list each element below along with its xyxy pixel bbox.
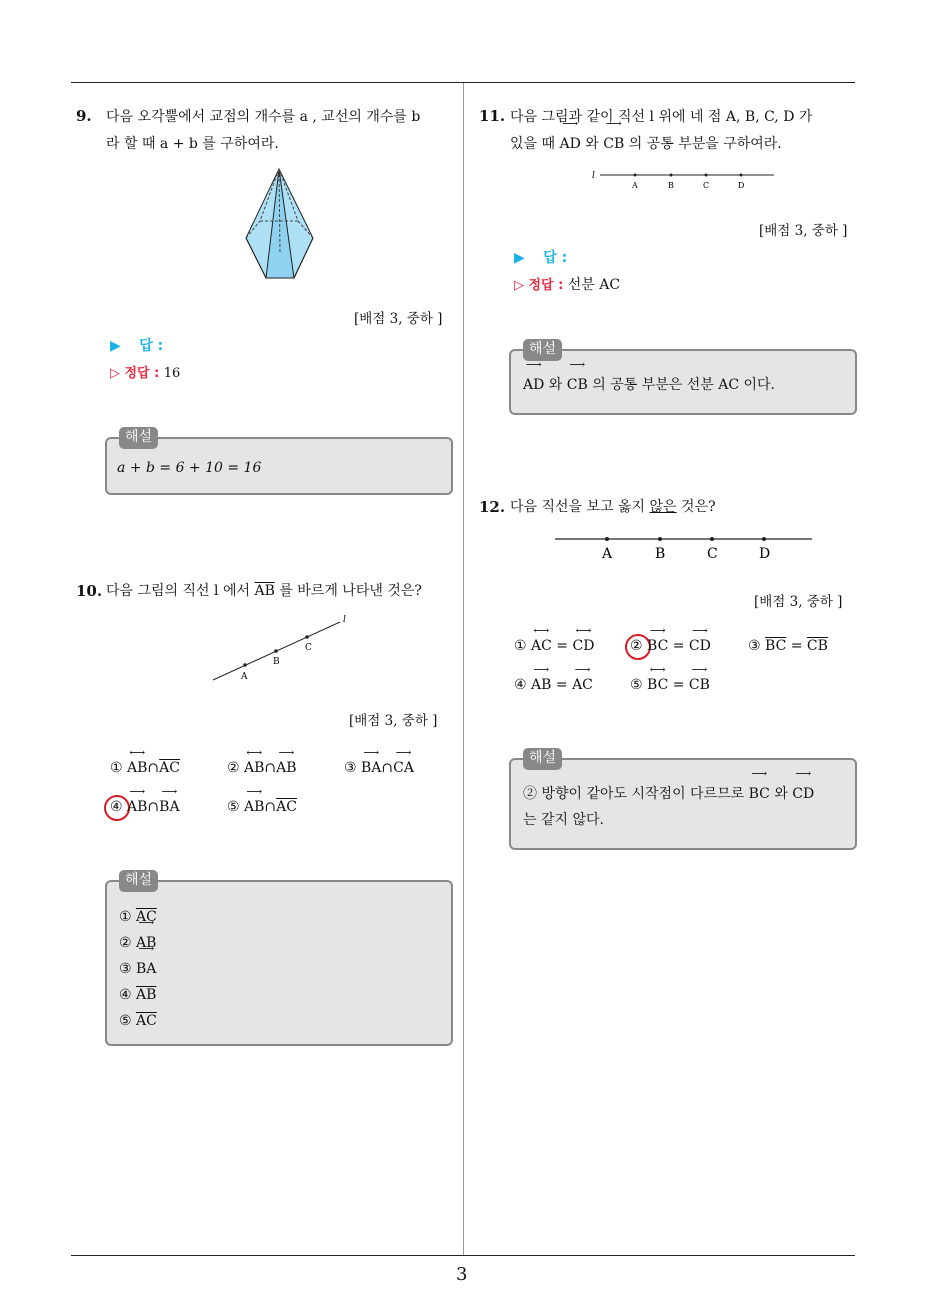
q12-explanation-text: ② 방향이 같아도 시작점이 다르므로 ⟶ BC 와 ⟶ CD 는 같지 않다.: [523, 781, 814, 833]
q10-option-2[interactable]: ② ⟷ AB∩⟶ AB: [227, 760, 297, 776]
q12-fig-label-a: A: [602, 546, 613, 562]
q9-correct-label: 정답 :: [124, 366, 160, 381]
q11-text-line2: 있을 때 ⟶ AD 와 ⟶ CB 의 공통 부분을 구하여라.: [510, 131, 782, 158]
q10-fig-label-b: B: [273, 657, 280, 667]
bottom-rule: [71, 1255, 855, 1256]
q12-line-figure: [550, 530, 820, 564]
q10-fig-label-a: A: [241, 672, 248, 682]
q9-text-line2: 라 할 때 a + b 를 구하여라.: [106, 136, 279, 152]
q11-text-line1: 다음 그림과 같이 직선 l 위에 네 점 A, B, C, D 가: [510, 109, 813, 125]
q10-text-segment: $\overline{AB}$: [254, 583, 275, 599]
q12-score: [배점 3, 중하 ]: [754, 594, 843, 610]
q11-answer-row: [514, 247, 567, 267]
outline-triangle-icon: ▷: [514, 278, 524, 293]
q9-text-line1: 다음 오각뿔에서 교점의 개수를 a , 교선의 개수를 b: [106, 109, 421, 125]
q9-correct-row: [110, 362, 180, 381]
q10-explanation-title: 해설: [119, 870, 158, 892]
q10-option-4[interactable]: ④ ⟶ AB∩⟶ BA: [110, 799, 180, 815]
q10-explanation-text: ① $\overline{AC}$ ② ⟶ AB ③ ⟶ BA ④ $\overline{AB}$ ⑤ $\overline{AC}$: [119, 904, 157, 1034]
q11-line-figure: [590, 166, 780, 192]
q12-option-2[interactable]: ② ⟶ BC = ⟶ CD: [630, 638, 711, 654]
q10-text-a: 다음 그림의 직선 l 에서: [106, 583, 250, 599]
q12-option-1[interactable]: ① ⟷ AC = ⟷ CD: [514, 638, 594, 654]
page-number: 3: [456, 1264, 468, 1285]
q11-fig-label-c: C: [703, 181, 710, 190]
q9-answer-label: 답 :: [139, 338, 164, 354]
column-divider: [463, 83, 464, 1256]
q10-explanation-box: [105, 872, 453, 1046]
q10-fig-label-l: l: [343, 615, 346, 625]
q9-answer-row: [110, 335, 163, 355]
q11-fig-label-b: B: [668, 181, 674, 190]
q10-line-figure: [205, 612, 355, 684]
play-triangle-icon: ▶: [110, 338, 121, 354]
q11-correct-value: 선분 AC: [567, 277, 621, 293]
q11-fig-label-a: A: [632, 181, 638, 190]
q11-explanation-title: 해설: [523, 339, 562, 361]
q12-explanation-box: [509, 750, 857, 850]
q11-number: 11.: [479, 107, 506, 125]
q10-option-1[interactable]: ① ⟷ $AB\cap\overline{AC}$: [110, 760, 180, 776]
q12-fig-label-c: C: [707, 546, 718, 562]
q12-fig-label-d: D: [759, 546, 771, 562]
q11-score: [배점 3, 중하 ]: [759, 223, 848, 239]
q12-option-3[interactable]: ③ $\overline{BC} = \overline{CB}$: [748, 638, 828, 654]
q9-score: [배점 3, 중하 ]: [354, 311, 443, 327]
q10-text-b: 를 바르게 나타낸 것은?: [279, 583, 422, 599]
outline-triangle-icon: ▷: [110, 366, 120, 381]
q10-fig-label-c: C: [305, 643, 312, 653]
q12-number: 12.: [479, 498, 506, 516]
q9-explanation-title: 해설: [119, 427, 158, 449]
q11-fig-label-l: l: [592, 171, 595, 181]
q11-explanation-box: [509, 341, 857, 415]
q11-correct-label: 정답 :: [528, 278, 564, 293]
q12-text: 다음 직선을 보고 옳지 않은 것은?: [510, 499, 716, 515]
q10-score: [배점 3, 중하 ]: [349, 713, 438, 729]
q11-fig-label-d: D: [738, 181, 745, 190]
q12-explanation-title: 해설: [523, 748, 562, 770]
q9-explanation-box: [105, 429, 453, 495]
play-triangle-icon: ▶: [514, 250, 525, 266]
q10-text: [106, 578, 422, 605]
q10-option-5[interactable]: ⑤ ⟶ $AB\cap\overline{AC}$: [227, 799, 297, 815]
q11-answer-label: 답 :: [543, 250, 568, 266]
q10-option-3[interactable]: ③ ⟶ BA∩⟶ CA: [344, 760, 414, 776]
q11-correct-row: [514, 274, 620, 294]
q9-number: 9.: [76, 107, 92, 125]
q9-correct-value: 16: [163, 366, 181, 381]
q9-explanation-text: a + b = 6 + 10 = 16: [117, 460, 262, 476]
q12-option-5[interactable]: ⑤ ⟷ BC = ⟶ CB: [630, 677, 710, 693]
q12-option-4[interactable]: ④ ⟶ AB = ⟶ AC: [514, 677, 593, 693]
q11-explanation-text: ⟶ AD 와 ⟶ CB 의 공통 부분은 선분 AC 이다.: [523, 372, 775, 398]
q9-pentagonal-pyramid-figure: [240, 165, 320, 285]
q10-number: 10.: [76, 582, 103, 600]
q12-fig-label-b: B: [655, 546, 666, 562]
